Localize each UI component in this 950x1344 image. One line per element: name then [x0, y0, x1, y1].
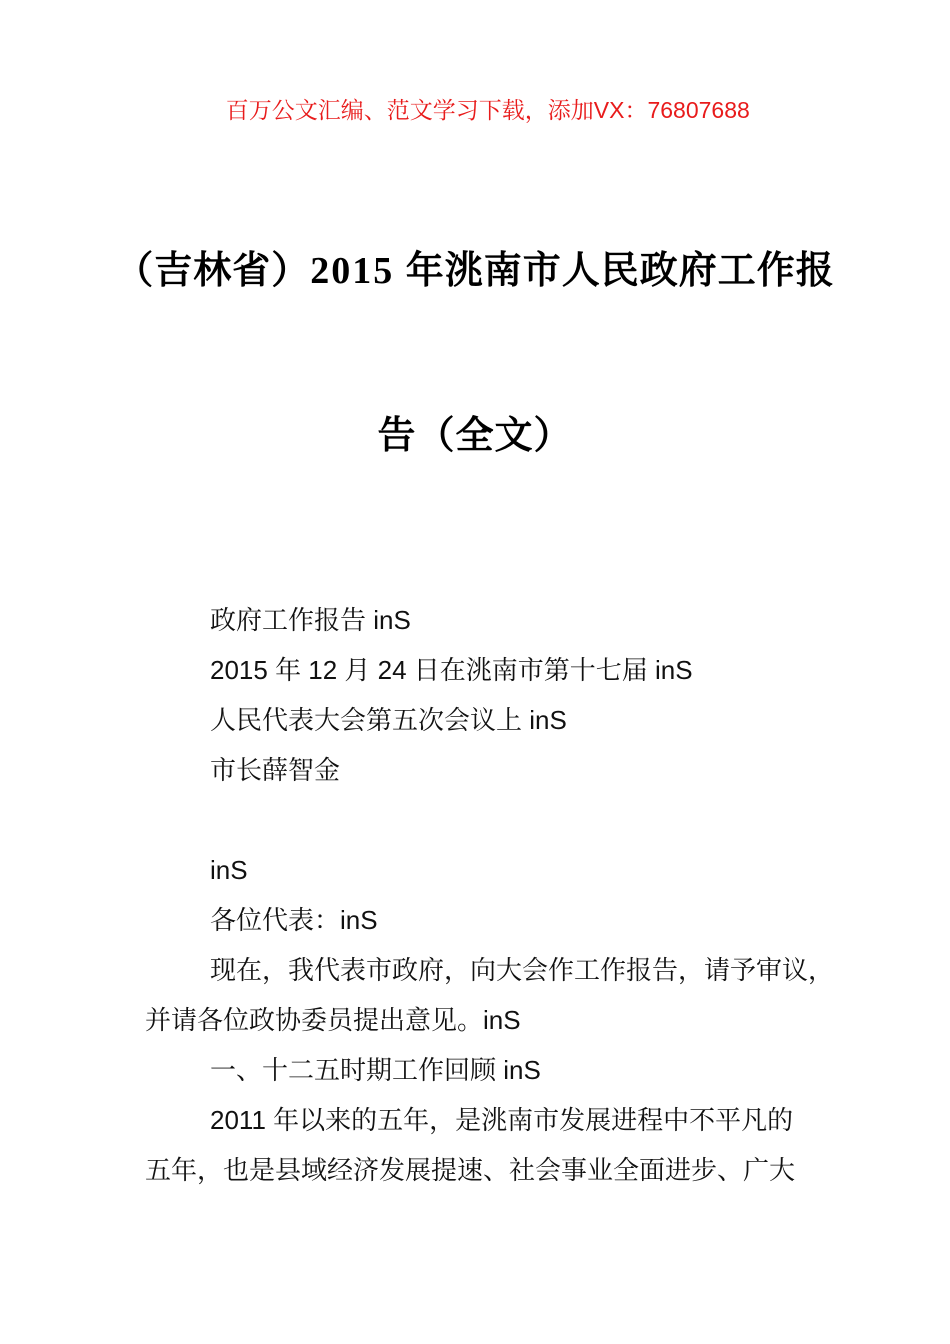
document-title-line2: 告（全文）: [377, 415, 573, 457]
body-line: 一、十二五时期工作回顾 inS: [210, 1055, 541, 1085]
body-line: 现在，我代表市政府，向大会作工作报告，请予审议，: [210, 955, 835, 985]
document-title: [0, 134, 950, 574]
body-line: 政府工作报告 inS: [210, 605, 411, 635]
document-body: [145, 595, 845, 1195]
body-line: 2015 年 12 月 24 日在洮南市第十七届 inS: [210, 655, 693, 685]
body-line: 2011 年以来的五年，是洮南市发展进程中不平凡的: [210, 1105, 794, 1135]
body-line: 市长薛智金: [210, 755, 341, 785]
body-line: 各位代表：inS: [210, 905, 378, 935]
body-line: inS: [210, 855, 248, 885]
body-line: 人民代表大会第五次会议上 inS: [210, 705, 567, 735]
body-line: 并请各位政协委员提出意见。inS: [145, 1005, 521, 1035]
body-line: 五年，也是县域经济发展提速、社会事业全面进步、广大: [145, 1155, 796, 1185]
promo-text: 百万公文汇编、范文学习下载，添加VX：76807688: [225, 97, 750, 123]
document-title-line1: （吉林省）2015 年洮南市人民政府工作报: [115, 250, 835, 292]
body-line: [145, 795, 845, 845]
title-digits: 2015: [310, 250, 395, 292]
